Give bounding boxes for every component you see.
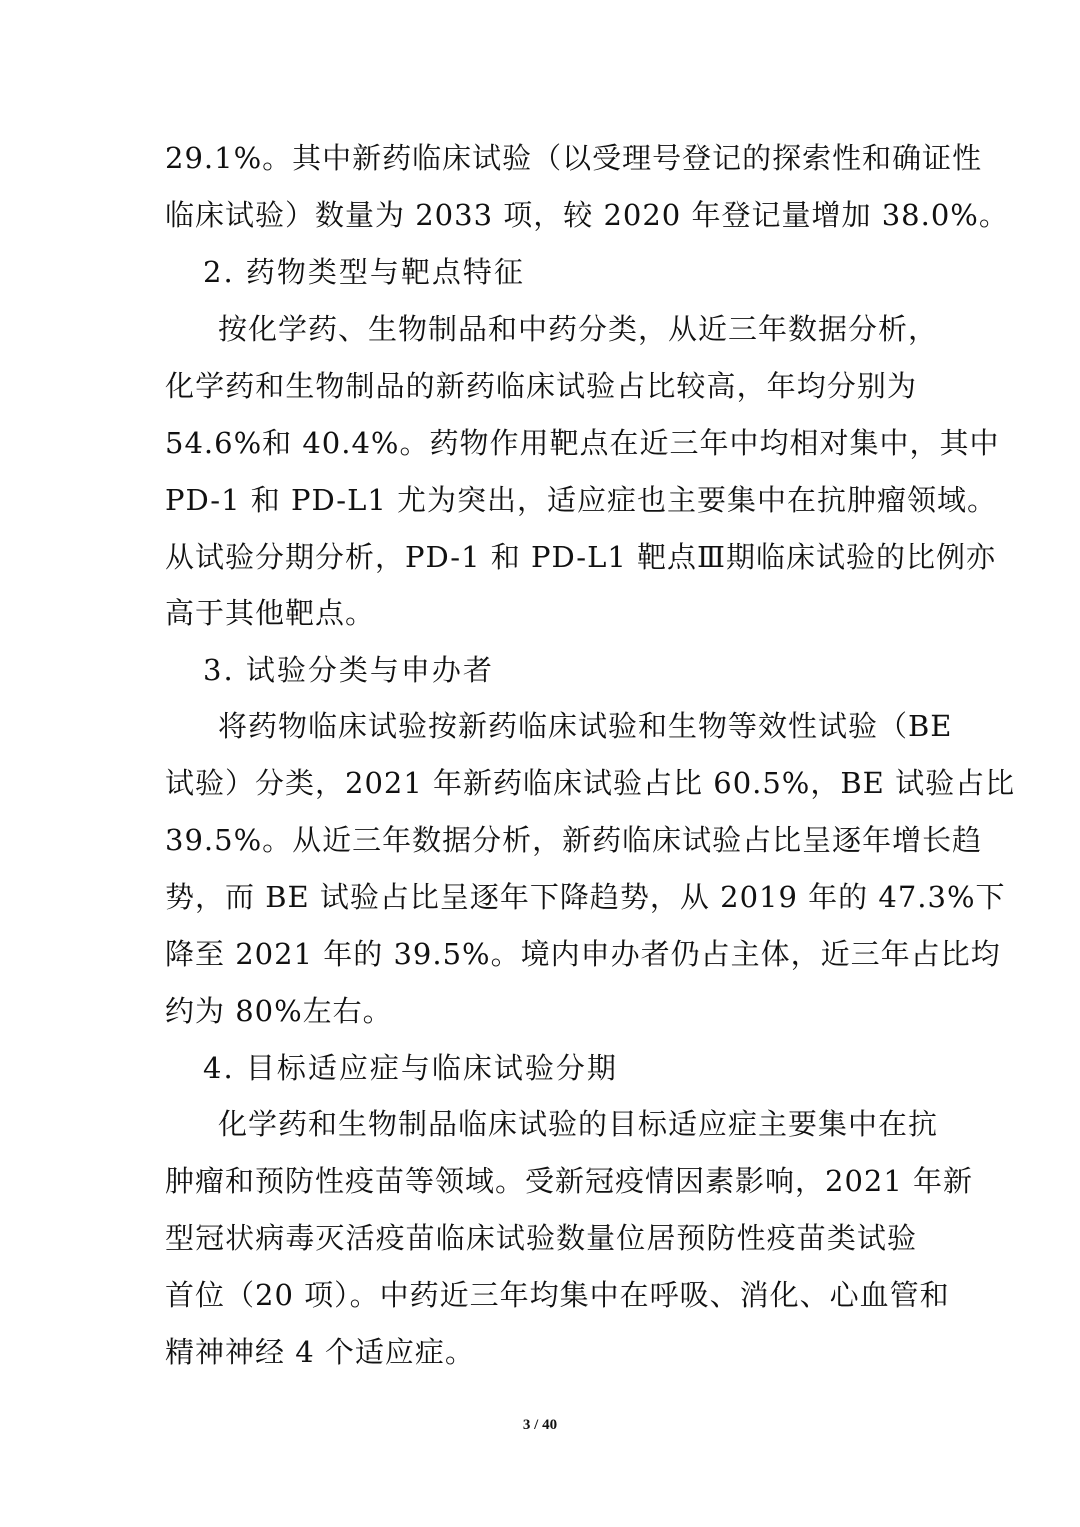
body-text-line: 29.1%。其中新药临床试验（以受理号登记的探索性和确证性 — [165, 141, 983, 175]
body-text-line: 54.6%和 40.4%。药物作用靶点在近三年中均相对集中，其中 — [165, 426, 1000, 460]
body-text-line: 精神神经 4 个适应症。 — [165, 1335, 475, 1369]
section-heading: 3. 试验分类与申办者 — [203, 653, 494, 687]
body-text-line: 按化学药、生物制品和中药分类，从近三年数据分析， — [218, 312, 939, 346]
body-text-line: 势，而 BE 试验占比呈逐年下降趋势，从 2019 年的 47.3%下 — [165, 880, 1006, 914]
body-text-line: 从试验分期分析，PD-1 和 PD-L1 靶点Ⅲ期临床试验的比例亦 — [165, 540, 996, 574]
body-text-line: 39.5%。从近三年数据分析，新药临床试验占比呈逐年增长趋 — [165, 823, 983, 857]
body-text-line: 将药物临床试验按新药临床试验和生物等效性试验（BE — [218, 709, 953, 743]
body-text-line: 约为 80%左右。 — [165, 994, 393, 1028]
section-heading: 4. 目标适应症与临床试验分期 — [203, 1051, 618, 1085]
body-text-line: 化学药和生物制品的新药临床试验占比较高，年均分别为 — [165, 369, 917, 403]
body-text-line: 高于其他靶点。 — [165, 596, 376, 630]
body-text-line: 临床试验）数量为 2033 项，较 2020 年登记量增加 38.0%。 — [165, 198, 1009, 232]
page-number: 3 / 40 — [522, 1417, 558, 1433]
body-text-line: 首位（20 项）。中药近三年均集中在呼吸、消化、心血管和 — [165, 1278, 950, 1312]
body-text-line: 试验）分类，2021 年新药临床试验占比 60.5%，BE 试验占比 — [165, 766, 1016, 800]
body-text-line: 降至 2021 年的 39.5%。境内申办者仍占主体，近三年占比均 — [165, 937, 1001, 971]
section-heading: 2. 药物类型与靶点特征 — [203, 255, 525, 289]
body-text-line: 化学药和生物制品临床试验的目标适应症主要集中在抗 — [218, 1107, 939, 1141]
body-text-line: PD-1 和 PD-L1 尤为突出，适应症也主要集中在抗肿瘤领域。 — [165, 483, 998, 517]
body-text-line: 型冠状病毒灭活疫苗临床试验数量位居预防性疫苗类试验 — [165, 1221, 917, 1255]
body-text-line: 肿瘤和预防性疫苗等领域。受新冠疫情因素影响，2021 年新 — [165, 1164, 974, 1198]
